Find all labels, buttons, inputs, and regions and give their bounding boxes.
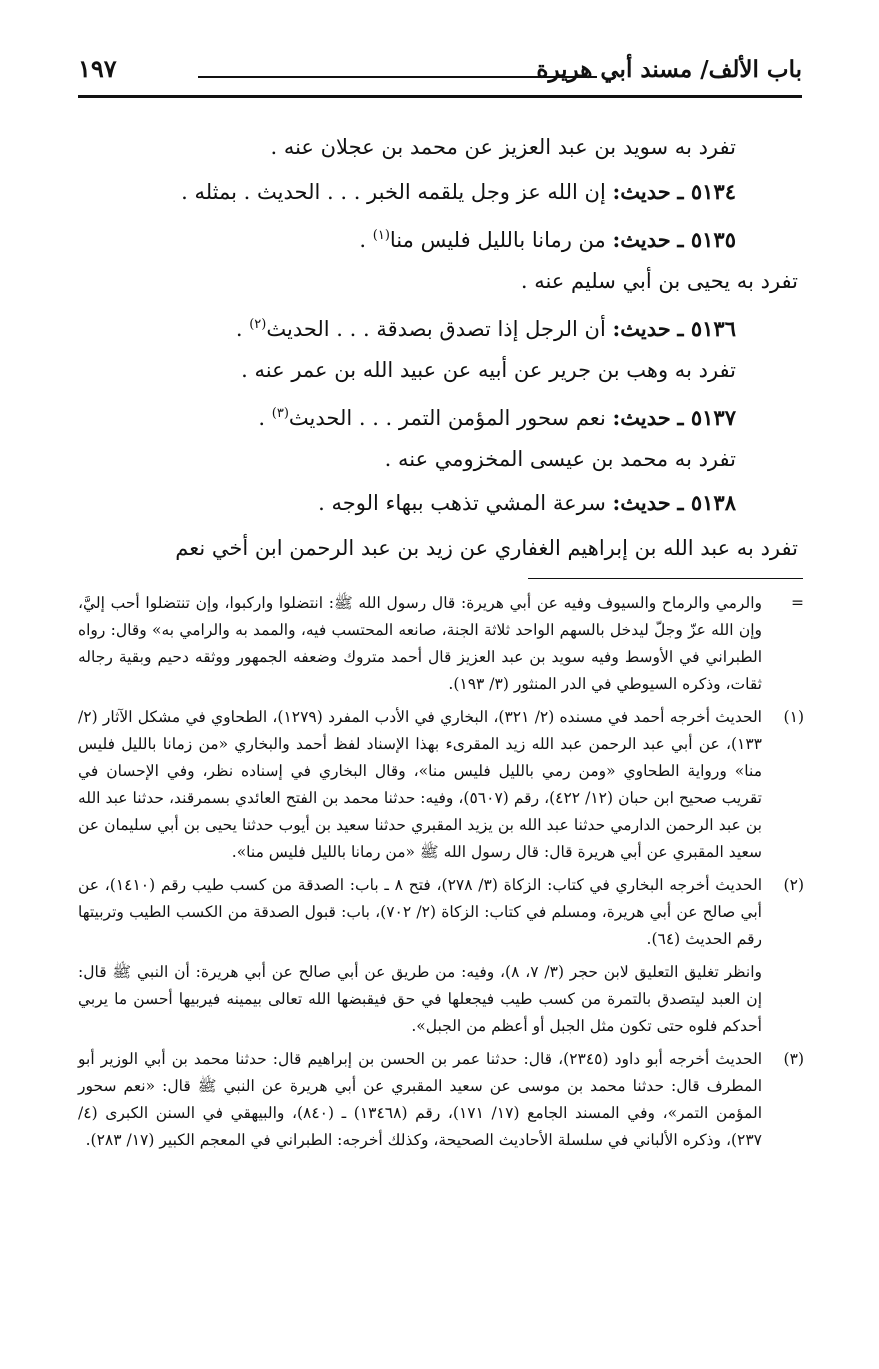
footnote-2	[78, 872, 804, 1040]
header-rule	[78, 95, 802, 98]
hadith-5138	[78, 481, 798, 526]
footnote-3	[78, 1046, 804, 1154]
hadith-text: من رمانا بالليل فليس منا	[389, 228, 606, 252]
hadith-text: إن الله عز وجل يلقمه الخبر . . . الحديث . بمثله .	[181, 179, 606, 204]
footnote-text: والرمي والرماح والسيوف وفيه عن أبي هريرة: قال رسول الله ﷺ: انتضلوا واركبوا، وإن تنتضلوا أحب إليَّ، وإن الله عزّ وجلّ ليدخل بالسهم الواحد ثلاثة الجنة، صانعه المحتسب فيه، والممد به والرامي به» وقال: رواه الطبراني في الأوسط وفيه سويد بن عبد العزيز قال أحمد متروك وضعفه الجمهور ووثقه دحيم وبقية رجاله ثقات، وذكره السيوطي في الدر المنثور (٣/ ١٩٣).	[78, 594, 762, 693]
hadith-keyword: حديث:	[612, 227, 671, 252]
footnote-label: (٣)	[783, 1050, 804, 1068]
hadith-number: ٥١٣٤ ـ	[677, 178, 736, 204]
hadith-number: ٥١٣٧ ـ	[677, 405, 736, 430]
main-text	[78, 125, 798, 570]
footnote-continued	[78, 590, 804, 698]
hadith-keyword: حديث:	[612, 316, 671, 341]
footnote-label: (٢)	[783, 876, 804, 894]
period: .	[235, 317, 250, 341]
hadith-number: ٥١٣٨ ـ	[677, 490, 736, 515]
hadith-5136	[78, 303, 798, 348]
hadith-number: ٥١٣٦ ـ	[677, 316, 736, 341]
hadith-number: ٥١٣٥ ـ	[677, 227, 736, 252]
footnote-ref[interactable]: (٣)	[271, 406, 289, 421]
text-line: تفرد به يحيى بن أبي سليم عنه .	[520, 268, 798, 293]
footnote-separator	[528, 578, 803, 579]
hadith-5134	[78, 170, 798, 215]
page-header	[78, 48, 802, 98]
hadith-text: سرعة المشي تذهب ببهاء الوجه .	[318, 491, 606, 515]
hadith-keyword: حديث:	[612, 178, 671, 204]
period: .	[359, 228, 373, 252]
footnote-text: الحديث أخرجه أحمد في مسنده (٢/ ٣٢١)، البخاري في الأدب المفرد (١٢٧٩)، الطحاوي في مشكل الآثار (٢/ ١٣٣)، عن أبي عبد الرحمن عبد الله زيد المقرىء بهذا الإسناد لفظ أحمد والبخاري «من زمانا بالليل فليس منا» ورواية الطحاوي «ومن رمي بالليل فليس منا»، وقال البخاري في إسناده نظر، وفي الإحسان في تقريب صحيح ابن حبان (١٢/ ٤٢٢)، رقم (٥٦٠٧)، وفيه: حدثنا محمد بن الفتح العائدي بسمرقند، حدثنا عبد الله بن عبد الرحمن الدارمي حدثنا عبد الله بن يزيد المقبري حدثنا سعيد بن أيوب حدثنا يحيى بن أبي سليمان عن سعيد المقبري عن أبي هريرة قال: قال رسول الله ﷺ «من رمانا بالليل فليس منا».	[78, 708, 762, 861]
footnote-label: =	[791, 594, 804, 612]
text-line: تفرد به عبد الله بن إبراهيم الغفاري عن زيد بن عبد الرحمن ابن أخي نعم	[175, 535, 798, 560]
footnote-text: وانظر تغليق التعليق لابن حجر (٣/ ٧، ٨)، وفيه: من طريق عن أبي صالح عن أبي هريرة: أن النبي ﷺ قال: إن العبد ليتصدق بالتمرة من كسب طيب فيجعلها في حق فيقبضها الله تعالى بيمينه فيربيها أحسن ما يربي أحدكم فلوه حتى تكون مثل الجبل أو أعظم من الجبل».	[78, 963, 762, 1035]
footnote-text: الحديث أخرجه أبو داود (٢٣٤٥)، قال: حدثنا عمر بن الحسن بن إبراهيم قال: حدثنا محمد بن أبي الوزير أبو المطرف قال: حدثنا محمد بن موسى عن سعيد المقبري عن أبي هريرة عن النبي ﷺ قال: «نعم سحور المؤمن التمر»، وفي المسند الجامع (١٧/ ١٧١)، رقم (١٣٤٦٨) ـ (٨٤٠)، والبيهقي في السنن الكبرى (٤/ ٢٣٧)، وذكره الألباني في سلسلة الأحاديث الصحيحة، وكذلك أخرجه: الطبراني في المعجم الكبير (١٧/ ٢٨٣).	[78, 1050, 763, 1149]
hadith-5135	[78, 214, 798, 259]
hadith-keyword: حديث:	[612, 490, 671, 515]
hadith-keyword: حديث:	[612, 405, 671, 430]
period: .	[258, 406, 272, 430]
page-number: ١٩٧	[78, 54, 117, 83]
footnote-text: الحديث أخرجه البخاري في كتاب: الزكاة (٣/ ٢٧٨)، فتح ٨ ـ باب: الصدقة من كسب طيب رقم (١٤١٠)، عن أبي صالح عن أبي هريرة، ومسلم في كتاب: الزكاة (٢/ ٧٠٢)، باب: قبول الصدقة من الكسب الطيب وتربيتها رقم الحديث (٦٤).	[78, 876, 763, 948]
running-title: باب الألف/ مسند أبي هريرة	[536, 56, 802, 83]
footnote-ref[interactable]: (٢)	[249, 317, 267, 332]
hadith-5137	[78, 392, 798, 437]
footnote-1	[78, 704, 804, 866]
footnotes	[78, 590, 804, 1160]
text-line: تفرد به محمد بن عيسى المخزومي عنه .	[384, 446, 736, 471]
hadith-text: نعم سحور المؤمن التمر . . . الحديث	[288, 406, 606, 430]
text-line: تفرد به وهب بن جرير عن أبيه عن عبيد الله بن عمر عنه .	[241, 357, 736, 382]
text-line: تفرد به سويد بن عبد العزيز عن محمد بن عجلان عنه .	[270, 135, 736, 159]
footnote-ref[interactable]: (١)	[372, 228, 390, 243]
footnote-label: (١)	[783, 708, 804, 726]
hadith-text: أن الرجل إذا تصدق بصدقة . . . الحديث	[266, 317, 606, 341]
header-dash-line	[198, 76, 597, 78]
